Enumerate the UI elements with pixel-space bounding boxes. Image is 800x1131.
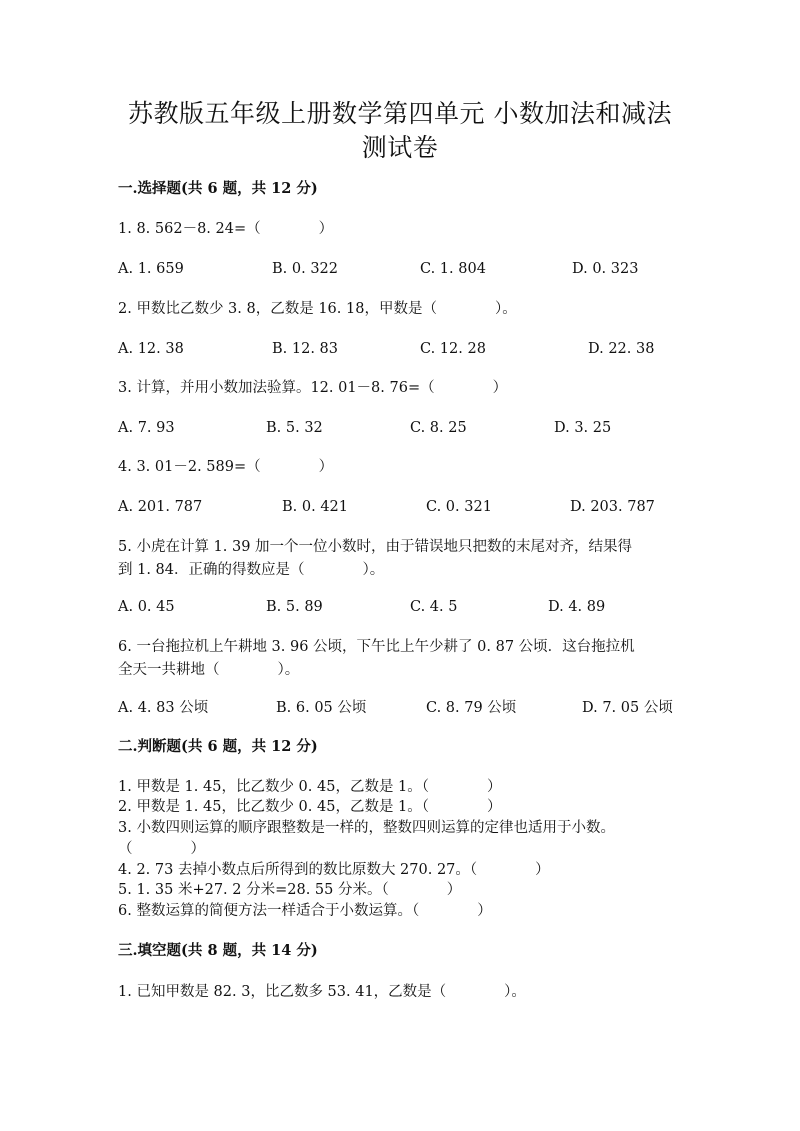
section2-heading: 二.判断题(共 6 题，共 12 分) <box>118 738 318 755</box>
q1-3-option-a: A. 7. 93 <box>118 420 175 436</box>
q1-6-text-line1: 6. 一台拖拉机上午耕地 3. 96 公顷，下午比上午少耕了 0. 87 公顷．这台拖拉机 <box>118 639 635 655</box>
exam-title-line2: 测试卷 <box>361 133 439 162</box>
q1-1-option-a: A. 1. 659 <box>118 261 184 277</box>
q1-5-option-d: D. 4. 89 <box>548 599 606 615</box>
q2-6-text: 6. 整数运算的简便方法一样适合于小数运算。（ ） <box>118 903 492 919</box>
q1-5-text-line1: 5. 小虎在计算 1. 39 加一个一位小数时，由于错误地只把数的末尾对齐，结果得 <box>118 539 633 555</box>
q1-1-option-b: B. 0. 322 <box>272 261 338 277</box>
q1-6-option-b: B. 6. 05 公顷 <box>276 700 367 716</box>
q1-2-option-b: B. 12. 83 <box>272 341 338 357</box>
q1-2-option-a: A. 12. 38 <box>118 341 184 357</box>
q2-4-text: 4. 2. 73 去掉小数点后所得到的数比原数大 270. 27。（ ） <box>118 862 550 878</box>
q1-3-option-b: B. 5. 32 <box>266 420 323 436</box>
q2-2-text: 2. 甲数是 1. 45，比乙数少 0. 45，乙数是 1。（ ） <box>118 799 502 815</box>
section1-heading: 一.选择题(共 6 题，共 12 分) <box>118 180 318 197</box>
q1-2-text: 2. 甲数比乙数少 3. 8，乙数是 16. 18，甲数是（ ）。 <box>118 301 517 317</box>
q2-5-text: 5. 1. 35 米+27. 2 分米=28. 55 分米。（ ） <box>118 882 462 898</box>
q1-1-option-d: D. 0. 323 <box>572 261 639 277</box>
q1-5-text-line2: 到 1. 84．正确的得数应是（ ）。 <box>118 562 385 578</box>
section3-heading: 三.填空题(共 8 题，共 14 分) <box>118 942 318 959</box>
q1-3-option-d: D. 3. 25 <box>554 420 612 436</box>
q2-3-blank: （ ） <box>118 841 205 857</box>
q1-3-text: 3. 计算，并用小数加法验算。12. 01－8. 76=（ ） <box>118 380 508 396</box>
q2-3-text: 3. 小数四则运算的顺序跟整数是一样的，整数四则运算的定律也适用于小数。 <box>118 820 615 836</box>
q1-4-option-d: D. 203. 787 <box>570 499 655 515</box>
q1-3-option-c: C. 8. 25 <box>410 420 467 436</box>
q1-6-option-c: C. 8. 79 公顷 <box>426 700 517 716</box>
q1-4-text: 4. 3. 01－2. 589=（ ） <box>118 459 334 475</box>
q1-6-option-a: A. 4. 83 公顷 <box>118 700 209 716</box>
q1-1-text: 1. 8. 562－8. 24=（ ） <box>118 221 334 237</box>
q1-6-option-d: D. 7. 05 公顷 <box>582 700 673 716</box>
q3-1-text: 1. 已知甲数是 82. 3，比乙数多 53. 41，乙数是（ ）。 <box>118 984 526 1000</box>
q1-4-option-b: B. 0. 421 <box>282 499 348 515</box>
q1-2-option-d: D. 22. 38 <box>588 341 655 357</box>
q2-1-text: 1. 甲数是 1. 45，比乙数少 0. 45，乙数是 1。（ ） <box>118 779 502 795</box>
q1-5-option-b: B. 5. 89 <box>266 599 323 615</box>
q1-4-option-a: A. 201. 787 <box>118 499 203 515</box>
exam-title: 苏教版五年级上册数学第四单元 小数加法和减法 <box>128 99 672 128</box>
q1-6-text-line2: 全天一共耕地（ ）。 <box>118 662 300 678</box>
q1-1-option-c: C. 1. 804 <box>420 261 486 277</box>
q1-5-option-a: A. 0. 45 <box>118 599 175 615</box>
q1-5-option-c: C. 4. 5 <box>410 599 458 615</box>
q1-2-option-c: C. 12. 28 <box>420 341 486 357</box>
q1-4-option-c: C. 0. 321 <box>426 499 492 515</box>
